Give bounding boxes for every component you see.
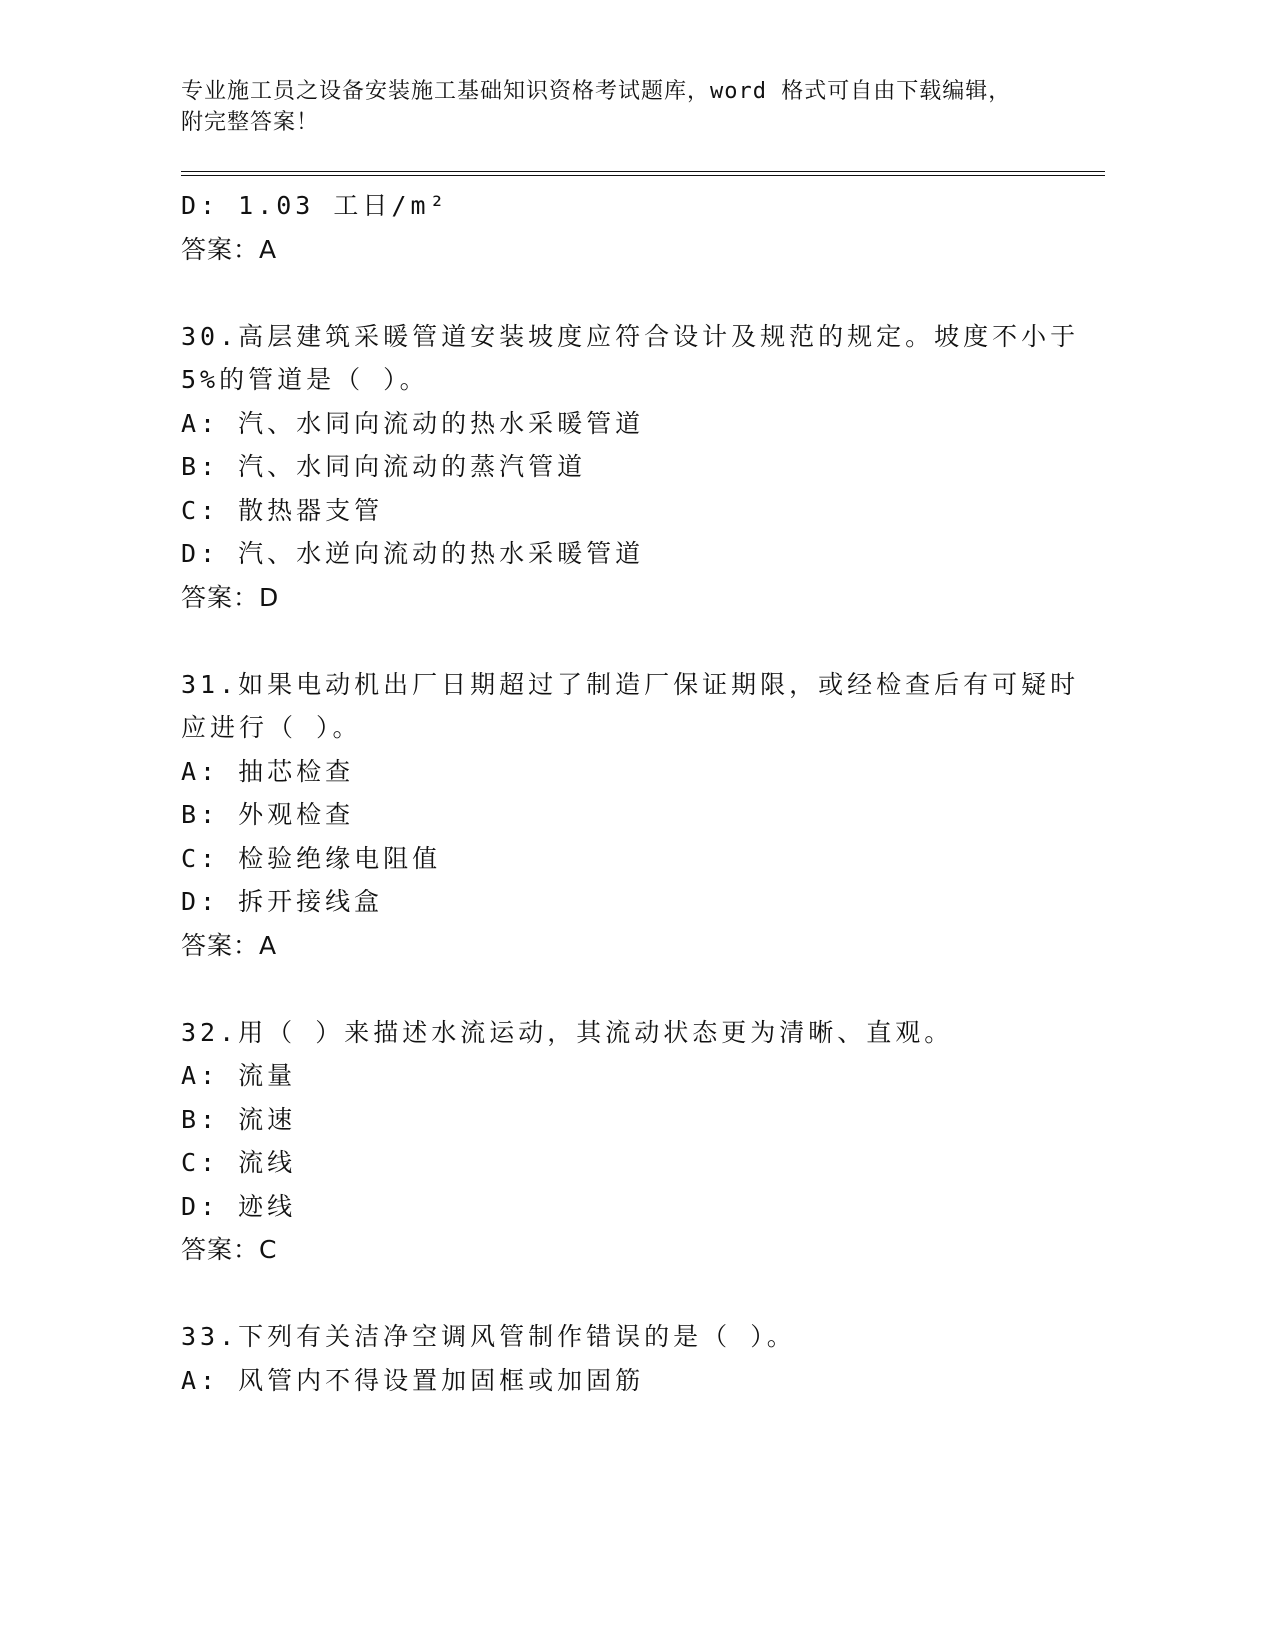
option-a: A: 风管内不得设置加固框或加固筋 (181, 1365, 645, 1395)
option-a: A: 汽、水同向流动的热水采暖管道 (181, 408, 645, 438)
question-content (181, 184, 1080, 1402)
option-d: D: 拆开接线盒 (181, 887, 384, 916)
option-a: A: 抽芯检查 (181, 756, 355, 786)
header-rule-top (181, 171, 1105, 172)
spacer (181, 967, 1061, 1011)
question-stem-line: 5%的管道是（ ）。 (181, 365, 429, 394)
question-stem-line: 32.用（ ）来描述水流运动，其流动状态更为清晰、直观。 (181, 1017, 954, 1047)
question-33 (181, 1315, 1061, 1402)
question-stem-line: 33.下列有关洁净空调风管制作错误的是（ ）。 (181, 1322, 796, 1351)
option-b: B: 外观检查 (181, 800, 355, 829)
option-c: C: 流线 (181, 1148, 297, 1177)
answer-line: 答案：D (181, 582, 280, 612)
answer-line: 答案：A (181, 930, 278, 960)
option-b: B: 流速 (181, 1104, 297, 1134)
question-31 (181, 663, 1080, 968)
answer-line: 答案：C (181, 1235, 278, 1264)
option-d: D: 迹线 (181, 1191, 297, 1221)
answer-carryover: 答案：A (181, 234, 278, 264)
option-a: A: 流量 (181, 1061, 297, 1090)
question-stem-line: 30.高层建筑采暖管道安装坡度应符合设计及规范的规定。坡度不小于 (181, 321, 1080, 351)
option-d: D: 汽、水逆向流动的热水采暖管道 (181, 539, 645, 568)
option-c: C: 散热器支管 (181, 495, 384, 525)
spacer (181, 1272, 1061, 1316)
header-rule-bottom (181, 175, 1105, 176)
question-32 (181, 1011, 1061, 1272)
header-line-1: 专业施工员之设备安装施工基础知识资格考试题库，word 格式可自由下载编辑， (181, 79, 1012, 104)
page-header (181, 76, 1081, 138)
spacer (181, 619, 1061, 663)
question-stem-line: 应进行（ ）。 (181, 713, 362, 742)
header-line-2: 附完整答案！ (181, 110, 320, 135)
option-d-carryover: D: 1.03 工日/m² (181, 191, 449, 220)
spacer (181, 271, 1061, 315)
question-stem-line: 31.如果电动机出厂日期超过了制造厂保证期限，或经检查后有可疑时 (181, 669, 1080, 699)
question-30 (181, 315, 1080, 620)
option-b: B: 汽、水同向流动的蒸汽管道 (181, 452, 587, 481)
option-c: C: 检验绝缘电阻值 (181, 843, 442, 873)
